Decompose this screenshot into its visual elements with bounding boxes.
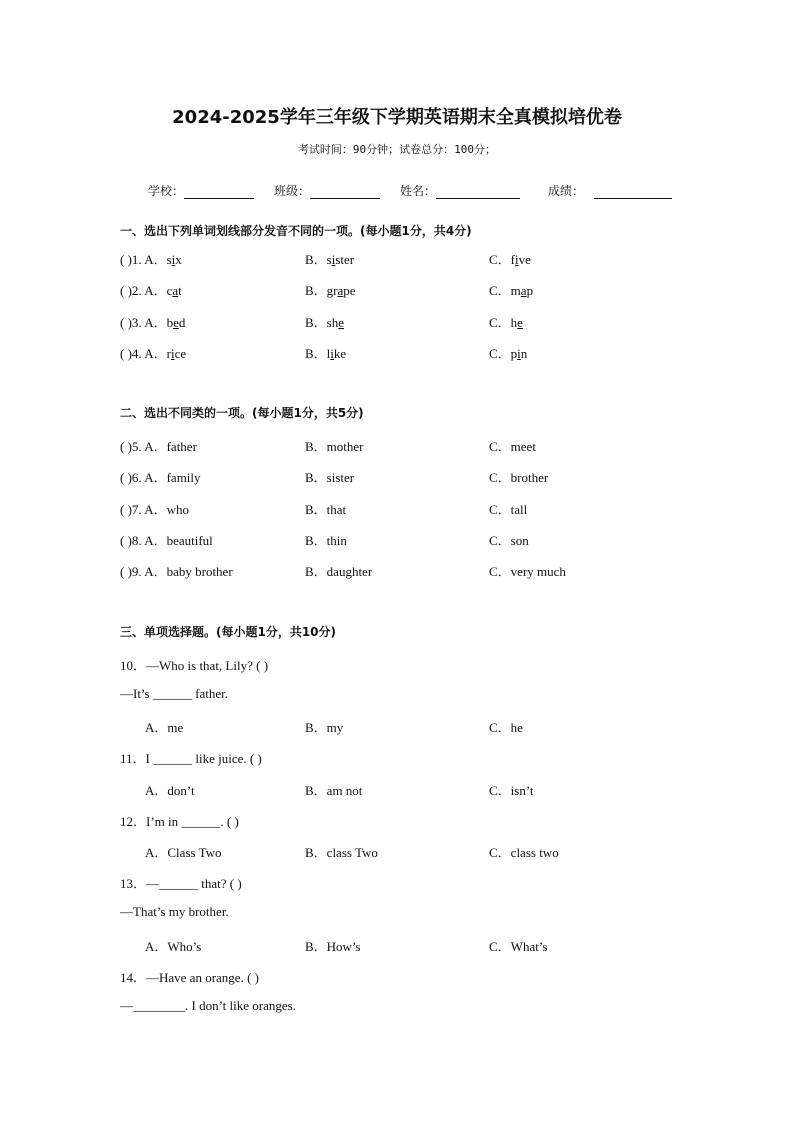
option-b[interactable]: B．mother [305, 439, 364, 454]
question-13-answer: —That’s my brother. [120, 904, 229, 919]
option-c[interactable]: C．meet [489, 439, 536, 454]
score-field[interactable] [548, 182, 672, 199]
page-title: 2024-2025学年三年级下学期英语期末全真模拟培优卷 [172, 107, 622, 128]
question-row [120, 530, 720, 550]
option-b[interactable]: B．am not [305, 783, 363, 798]
option-c[interactable]: C．he [489, 315, 523, 330]
school-label: 学校： [148, 184, 185, 198]
option-b[interactable]: B．my [305, 720, 344, 735]
class-field[interactable] [274, 182, 380, 199]
question-number-1: ( )1. A．six [120, 252, 182, 267]
name-blank[interactable] [436, 186, 520, 199]
option-c[interactable]: C．very much [489, 564, 566, 579]
option-a[interactable]: ( )8. A．beautiful [120, 533, 213, 548]
option-b[interactable]: B．sister [305, 252, 355, 267]
question-row [120, 561, 720, 581]
options-row [145, 717, 745, 737]
option-b[interactable]: B．she [305, 315, 345, 330]
question-14-answer: —________. I don’t like oranges. [120, 998, 296, 1013]
option-c[interactable]: C．What’s [489, 939, 548, 954]
question-10: 10．—Who is that, Lily? ( ) [120, 658, 269, 673]
option-c[interactable]: C．son [489, 533, 529, 548]
option-c[interactable]: C．isn’t [489, 783, 534, 798]
question-row [120, 467, 720, 487]
option-c[interactable]: C．brother [489, 470, 549, 485]
option-c[interactable]: C．class two [489, 845, 559, 860]
question-number-2: ( )2. A．cat [120, 283, 182, 298]
question-14: 14．—Have an orange. ( ) [120, 970, 259, 985]
option-a[interactable]: A．Class Two [145, 845, 222, 860]
option-a[interactable]: ( )7. A．who [120, 502, 189, 517]
question-row [120, 312, 720, 332]
option-b[interactable]: B．daughter [305, 564, 373, 579]
school-blank[interactable] [184, 186, 254, 199]
exam-info: 考试时间：90分钟；试卷总分：100分； [297, 143, 497, 156]
option-b[interactable]: B．How’s [305, 939, 361, 954]
option-c[interactable]: C．tall [489, 502, 528, 517]
options-row [145, 936, 745, 956]
option-a[interactable]: A．don’t [145, 783, 195, 798]
question-number-3: ( )3. A．bed [120, 315, 186, 330]
option-b[interactable]: B．like [305, 346, 347, 361]
question-row [120, 436, 720, 456]
question-10-answer: —It’s ______ father. [120, 686, 228, 701]
name-label: 姓名： [400, 184, 437, 198]
option-b[interactable]: B．grape [305, 283, 356, 298]
question-row [120, 499, 720, 519]
option-b[interactable]: B．that [305, 502, 347, 517]
name-field[interactable] [400, 182, 520, 199]
options-row [145, 842, 745, 862]
score-blank[interactable] [594, 186, 672, 199]
score-label: 成绩： [548, 184, 585, 198]
option-a[interactable]: ( )6. A．family [120, 470, 201, 485]
option-a[interactable]: ( )9. A．baby brother [120, 564, 233, 579]
section-2-heading: 二、选出不同类的一项。(每小题1分，共5分) [120, 406, 364, 420]
option-c[interactable]: C．five [489, 252, 531, 267]
question-row [120, 343, 720, 363]
question-13: 13．—______ that? ( ) [120, 876, 242, 891]
class-label: 班级： [274, 184, 311, 198]
option-a[interactable]: ( )5. A．father [120, 439, 197, 454]
question-row [120, 249, 720, 269]
option-b[interactable]: B．class Two [305, 845, 378, 860]
option-b[interactable]: B．thin [305, 533, 347, 548]
school-field[interactable] [148, 182, 254, 199]
option-c[interactable]: C．pin [489, 346, 528, 361]
section-3-heading: 三、单项选择题。(每小题1分，共10分) [120, 625, 337, 639]
options-row [145, 780, 745, 800]
section-1-heading: 一、选出下列单词划线部分发音不同的一项。(每小题1分，共4分) [120, 224, 472, 238]
question-row [120, 280, 720, 300]
option-b[interactable]: B．sister [305, 470, 355, 485]
question-11: 11．I ______ like juice. ( ) [120, 751, 262, 766]
question-number-4: ( )4. A．rice [120, 346, 187, 361]
option-c[interactable]: C．map [489, 283, 534, 298]
class-blank[interactable] [310, 186, 380, 199]
question-12: 12．I’m in ______. ( ) [120, 814, 239, 829]
option-a[interactable]: A．me [145, 720, 184, 735]
option-a[interactable]: A．Who’s [145, 939, 202, 954]
option-c[interactable]: C．he [489, 720, 523, 735]
